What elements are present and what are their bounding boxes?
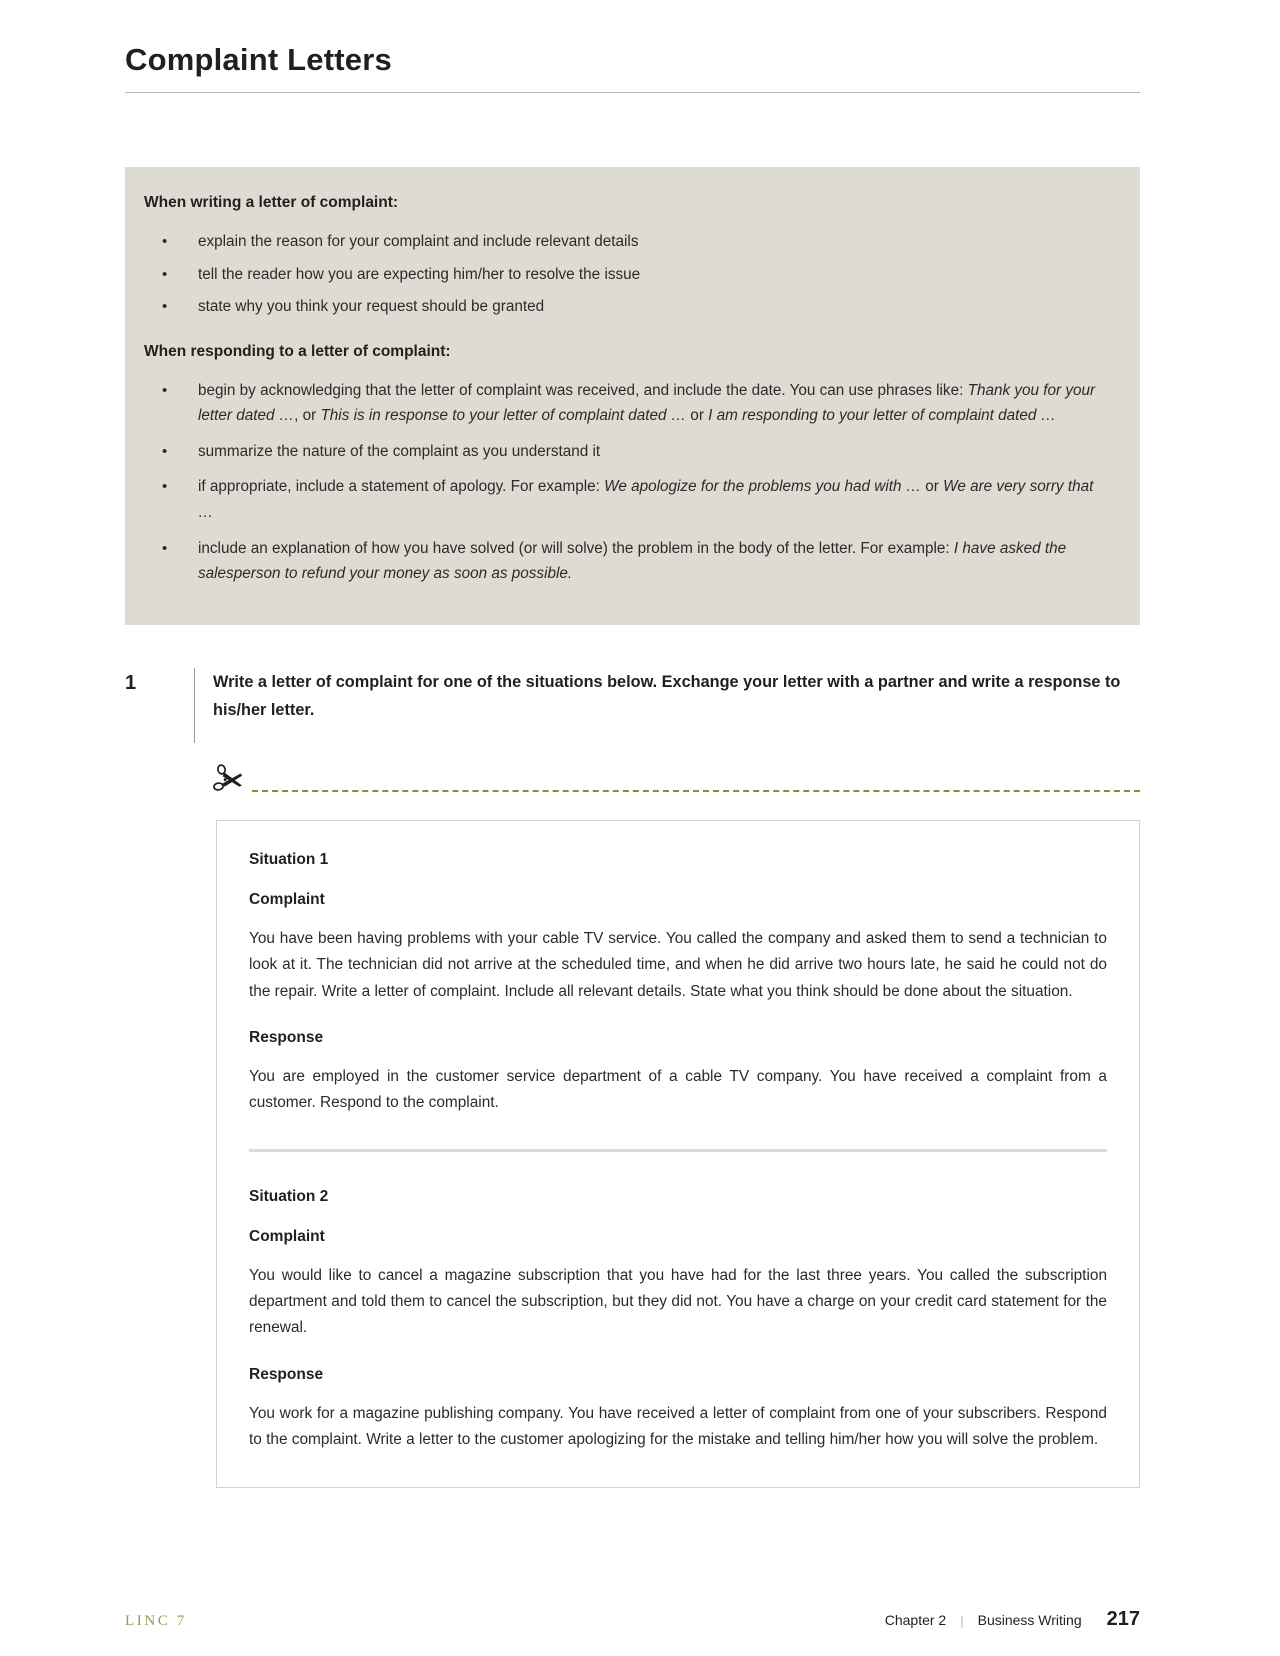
bullet-glyph: • — [162, 381, 168, 399]
plain-phrase: include an explanation of how you have solved (or will solve) the problem in the body of the letter. For example: — [198, 539, 954, 557]
plain-phrase: or — [921, 478, 944, 496]
footer-chapter: Chapter 2 — [884, 1612, 947, 1628]
situation-2-title: Situation 2 — [249, 1187, 329, 1205]
situation-1-title: Situation 1 — [249, 851, 329, 868]
situation-2-response-text: You work for a magazine publishing company. You have received a letter of complaint from one of your subscribers. Respond to the complaint. Write a letter to the customer apologizing for the mistake and telling him/her how you will solve the problem. — [249, 1404, 1107, 1449]
plain-phrase: or — [686, 407, 709, 425]
situation-2 — [249, 1188, 1107, 1454]
tip-box — [125, 167, 1140, 625]
situation-1-response-text: You are employed in the customer service department of a cable TV company. You have received a complaint from a customer. Respond to the complaint. — [249, 1068, 1107, 1112]
cut-dashed-line — [252, 790, 1140, 792]
footer-right-group — [885, 1608, 1140, 1631]
page-footer — [125, 1608, 1140, 1631]
writing-bullet-list — [144, 229, 1110, 320]
example-phrase: This is in response to your letter of complaint dated … — [320, 407, 687, 425]
tip-heading-writing: When writing a letter of complaint: — [144, 194, 399, 211]
bullet-glyph: • — [162, 442, 168, 460]
example-phrase: We are very sorry that … — [198, 478, 1094, 521]
exercise-block — [125, 668, 1140, 724]
example-phrase: Thank you for your letter dated … — [198, 381, 1096, 425]
situation-2-complaint-label: Complaint — [249, 1227, 325, 1245]
footer-page-number: 217 — [1106, 1608, 1140, 1630]
responding-bullet-text — [198, 443, 600, 460]
footer-separator: | — [960, 1613, 964, 1628]
example-phrase: I am responding to your letter of complaint dated … — [708, 407, 1056, 425]
writing-bullet-item — [144, 294, 1110, 320]
situation-2-response-label: Response — [249, 1365, 324, 1383]
tip-heading-responding: When responding to a letter of complaint: — [144, 342, 451, 360]
exercise-instruction: Write a letter of complaint for one of the situations below. Exchange your letter with a partner and write a response to his/her letter. — [213, 673, 1121, 720]
example-phrase: We apologize for the problems you had with … — [604, 478, 922, 496]
page-header — [125, 42, 1140, 93]
writing-bullet-item — [144, 229, 1110, 255]
title-divider — [125, 92, 1140, 93]
footer-section: Business Writing — [977, 1612, 1082, 1628]
plain-phrase: , or — [294, 407, 321, 425]
bullet-glyph: • — [162, 539, 168, 557]
exercise-number: 1 — [125, 672, 137, 694]
situation-1 — [249, 851, 1107, 1117]
situation-1-complaint-label: Complaint — [249, 891, 325, 908]
responding-bullet-item — [144, 474, 1110, 525]
example-phrase: I have asked the salesperson to refund your money as soon as possible. — [198, 539, 1067, 583]
situation-1-response-label: Response — [249, 1029, 324, 1047]
responding-bullet-text — [198, 478, 1093, 521]
plain-phrase: summarize the nature of the complaint as you understand it — [198, 442, 601, 460]
responding-bullet-text — [198, 540, 1066, 583]
writing-bullet-item — [144, 262, 1110, 288]
responding-bullet-item — [144, 536, 1110, 587]
plain-phrase: if appropriate, include a statement of apology. For example: — [198, 478, 605, 496]
exercise-vertical-rule — [194, 668, 195, 743]
cut-here-row — [212, 762, 1140, 802]
bullet-glyph: • — [162, 233, 168, 251]
writing-bullet-text: state why you think your request should be granted — [198, 298, 545, 316]
page-title: Complaint Letters — [125, 42, 392, 77]
footer-brand: LINC 7 — [125, 1613, 187, 1629]
situation-separator — [249, 1149, 1107, 1152]
responding-bullet-item — [144, 378, 1110, 429]
situations-card — [216, 820, 1140, 1488]
responding-bullet-text — [198, 382, 1095, 425]
responding-bullet-item — [144, 439, 1110, 465]
bullet-glyph: • — [162, 478, 168, 496]
bullet-glyph: • — [162, 265, 168, 283]
situation-2-complaint-text: You would like to cancel a magazine subscription that you have had for the last three years. You called the subscription department and told them to cancel the subscription, but they did not. You have a charge on your credit card statement for the renewal. — [249, 1266, 1107, 1337]
scissors-icon — [212, 762, 246, 796]
responding-bullet-list — [144, 378, 1110, 587]
writing-bullet-text: tell the reader how you are expecting him/her to resolve the issue — [198, 265, 641, 283]
bullet-glyph: • — [162, 298, 168, 316]
plain-phrase: begin by acknowledging that the letter of complaint was received, and include the date. You can use phrases like: — [198, 381, 968, 399]
writing-bullet-text: explain the reason for your complaint and include relevant details — [198, 233, 639, 251]
situation-1-complaint-text: You have been having problems with your cable TV service. You called the company and asked them to send a technician to look at it. The technician did not arrive at the scheduled time, and when he did arrive two hours late, he said he could not do the repair. Write a letter of complaint. Include all relevant details. State what you think should be done about the situation. — [249, 930, 1107, 1000]
